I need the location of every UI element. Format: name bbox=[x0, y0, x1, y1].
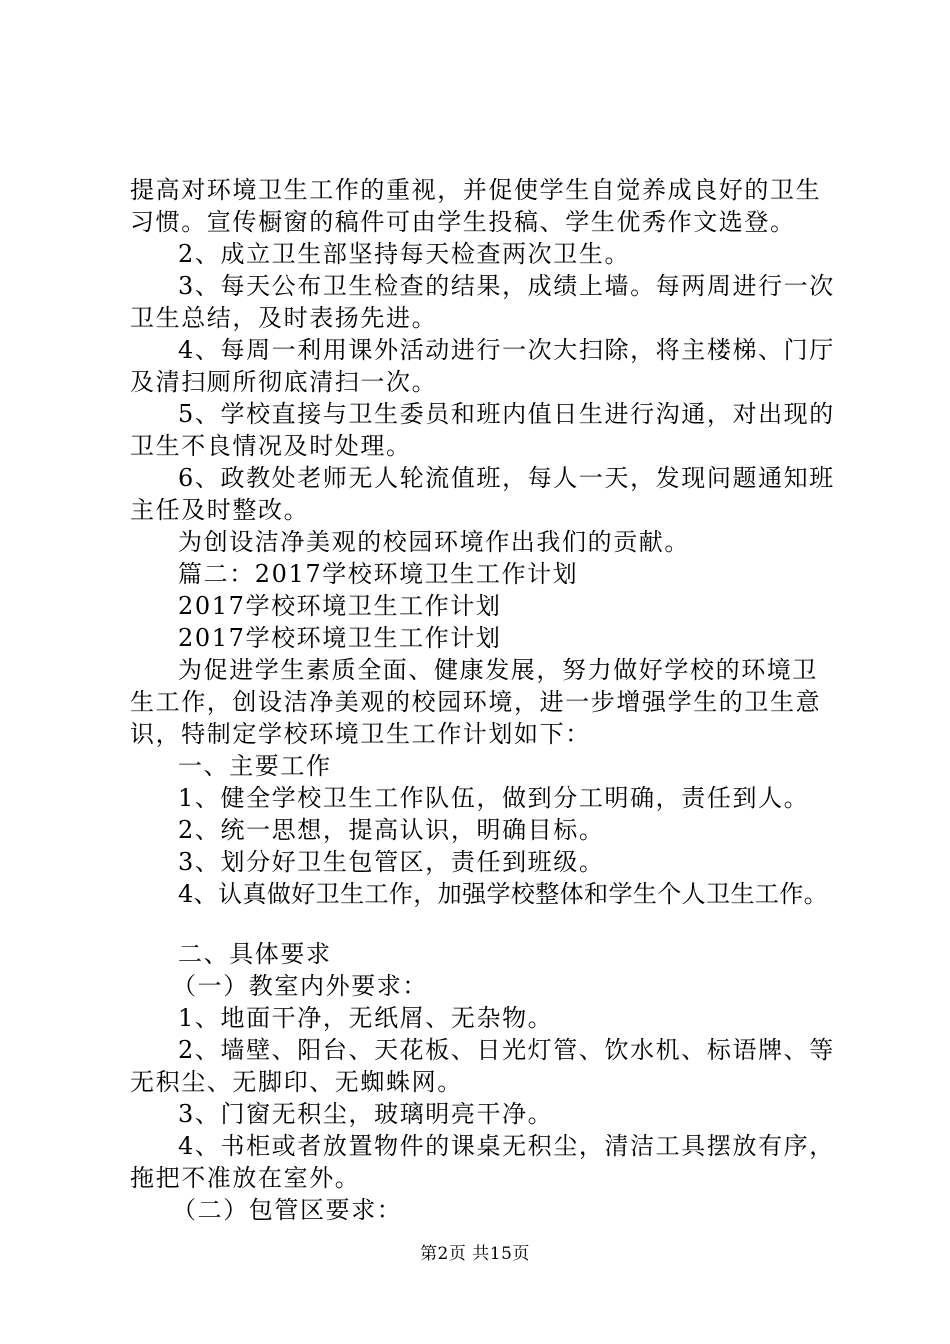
text-line: 1、健全学校卫生工作队伍，做到分工明确，责任到人。 bbox=[178, 784, 810, 812]
text-line: 3、划分好卫生包管区，责任到班级。 bbox=[178, 848, 605, 876]
text-line: 6、政教处老师无人轮流值班，每人一天，发现问题通知班 bbox=[178, 464, 835, 492]
text-line: 3、每天公布卫生检查的结果，成绩上墙。每两周进行一次 bbox=[178, 272, 835, 300]
text-line: 提高对环境卫生工作的重视，并促使学生自觉养成良好的卫生 bbox=[130, 176, 822, 204]
document-title: 2017学校环境卫生工作计划 bbox=[178, 624, 502, 652]
text-line: 为促进学生素质全面、健康发展，努力做好学校的环境卫 bbox=[178, 656, 818, 684]
text-line: 卫生总结，及时表扬先进。 bbox=[130, 304, 438, 332]
text-line: 4、每周一利用课外活动进行一次大扫除，将主楼梯、门厅 bbox=[178, 336, 835, 364]
text-line: 2、成立卫生部坚持每天检查两次卫生。 bbox=[178, 240, 631, 268]
section-heading: 一、主要工作 bbox=[178, 752, 332, 780]
text-line: 卫生不良情况及时处理。 bbox=[130, 432, 412, 460]
document-title: 2017学校环境卫生工作计划 bbox=[178, 592, 502, 620]
text-line: 拖把不准放在室外。 bbox=[130, 1164, 361, 1192]
text-line: 4、书柜或者放置物件的课桌无积尘，清洁工具摆放有序， bbox=[178, 1132, 835, 1160]
text-line: 2、统一思想，提高认识，明确目标。 bbox=[178, 816, 605, 844]
text-line: 3、门窗无积尘，玻璃明亮干净。 bbox=[178, 1100, 554, 1128]
section-heading: 篇二：2017学校环境卫生工作计划 bbox=[178, 560, 579, 588]
subsection-heading: （一）教室内外要求： bbox=[172, 972, 428, 1000]
text-line: 1、地面干净，无纸屑、无杂物。 bbox=[178, 1004, 554, 1032]
text-line: 4、认真做好卫生工作，加强学校整体和学生个人卫生工作。 bbox=[178, 880, 829, 908]
text-line: 识，特制定学校环境卫生工作计划如下： bbox=[130, 720, 591, 748]
text-line: 无积尘、无脚印、无蜘蛛网。 bbox=[130, 1068, 463, 1096]
text-line: 习惯。宣传橱窗的稿件可由学生投稿、学生优秀作文选登。 bbox=[130, 208, 796, 236]
text-line: 主任及时整改。 bbox=[130, 496, 310, 524]
text-line: 生工作，创设洁净美观的校园环境，进一步增强学生的卫生意 bbox=[130, 688, 822, 716]
text-line: 5、学校直接与卫生委员和班内值日生进行沟通，对出现的 bbox=[178, 400, 835, 428]
page-number-footer: 第2页 共15页 bbox=[420, 1244, 530, 1264]
text-line: 为创设洁净美观的校园环境作出我们的贡献。 bbox=[178, 528, 690, 556]
text-line: 2、墙壁、阳台、天花板、日光灯管、饮水机、标语牌、等 bbox=[178, 1036, 835, 1064]
text-line: 及清扫厕所彻底清扫一次。 bbox=[130, 368, 438, 396]
subsection-heading: （二）包管区要求： bbox=[172, 1196, 403, 1224]
section-heading: 二、具体要求 bbox=[178, 940, 332, 968]
